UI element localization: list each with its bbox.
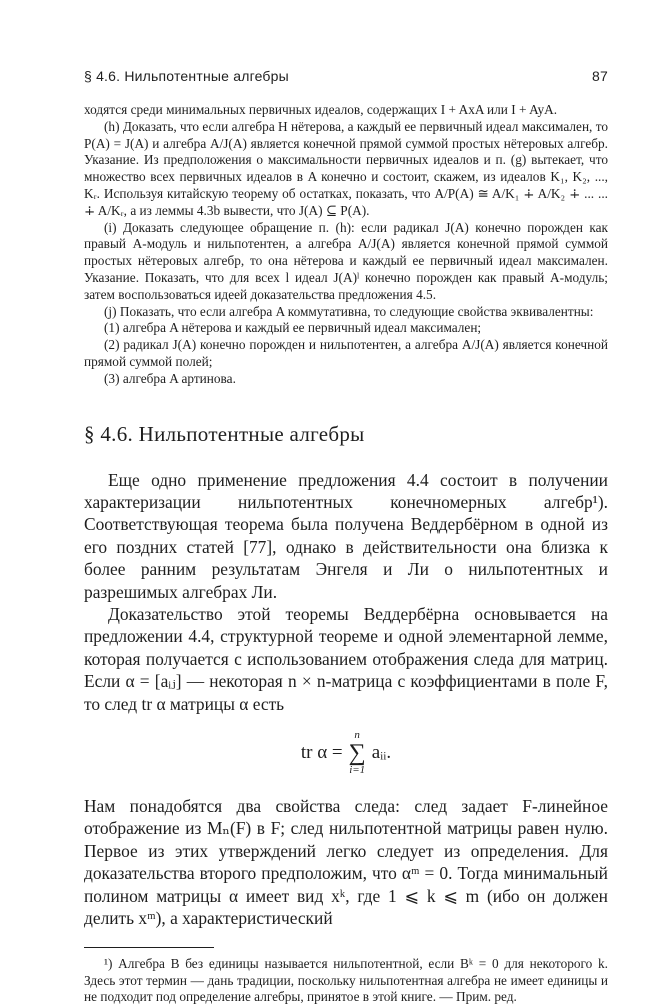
main-text — [84, 469, 608, 930]
sum-operator — [349, 730, 366, 776]
section-title: § 4.6. Нильпотентные алгебры — [84, 421, 365, 446]
exercise-j-item-1: (1) алгебра A нётерова и каждый ее первичный идеал максимален; — [104, 320, 482, 336]
sum-sign: ∑ — [348, 740, 366, 767]
exercise-continuation: ходятся среди минимальных первичных идеалов, содержащих I + AxA или I + AyA. — [84, 102, 558, 117]
formula-term: aᵢᵢ. — [371, 741, 392, 763]
footnote-divider — [84, 947, 214, 948]
footnote: ¹) Алгебра B без единицы называется нильпотентной, если Bᵏ = 0 для некоторого k. Здесь этот термин — дань традиции, поскольку нильпотентная алгебра не имеет единицы и не подходит под определение алгебры, принятое в этой книге. — Прим. ред. — [84, 956, 608, 1005]
sum-lower-limit: i=1 — [349, 764, 366, 777]
formula-lhs: tr α = — [300, 741, 343, 763]
exercises-block — [84, 102, 608, 388]
exercise-h: (h) Доказать, что если алгебра H нётерова, а каждый ее первичный идеал максимален, то P(A) = J(A) и алгебра A/J(A) является конечной прямой суммой простых нётеровых алгебр. Указание. Из предположения о максимальности первичных идеалов и п. (g) вытекает, что множество всех первичных идеалов в A конечно и состоит, скажем, из идеалов K₁, K₂, ..., Kᵣ. Используя китайскую теорему об остатках, показать, что A/P(A) ≅ A/K₁ ∔ A/K₂ ∔ ... ... ∔ A/Kᵣ, а из леммы 4.3b вывести, что J(A) ⊆ P(A). — [84, 118, 608, 218]
running-title: § 4.6. Нильпотентные алгебры — [84, 68, 289, 84]
running-header — [84, 68, 608, 96]
paragraph-intro: Еще одно применение предложения 4.4 состоит в получении характеризации нильпотентных конечномерных алгебр¹). Соответствующая теорема была получена Веддербёрном в одной из его поздних статей [77], однако в действительности она близка к более ранним результатам Энгеля и Ли о нильпотентных и разрешимых алгебрах Ли. — [84, 469, 608, 602]
paragraph-trace-properties: Нам понадобятся два свойства следа: след задает F-линейное отображение из Mₙ(F) в F; след нильпотентной матрицы равен нулю. Первое из этих утверждений легко следует из определения. Для доказательства второго предположим, что αᵐ = 0. Тогда минимальный полином матрицы α имеет вид xᵏ, где 1 ⩽ k ⩽ m (ибо он должен делить xᵐ), а характеристический — [84, 796, 608, 929]
exercise-i: (i) Доказать следующее обращение п. (h): если радикал J(A) конечно порожден как правый A-модуль и нильпотентен, а алгебра A/J(A) является конечной прямой суммой простых нётеровых алгебр, то она нётерова и каждый ее первичный идеал максимален. Указание. Показать, что для всех l идеал J(A)ˡ конечно порожден как правый A-модуль; затем воспользоваться идеей доказательства предложения 4.5. — [84, 219, 608, 302]
sum-upper-limit: n — [354, 729, 360, 742]
exercise-j: (j) Показать, что если алгебра A коммутативна, то следующие свойства эквивалентны: — [104, 303, 594, 319]
exercise-j-item-2: (2) радикал J(A) конечно порожден и нильпотентен, а алгебра A/J(A) является конечной прямой суммой полей; — [84, 337, 608, 369]
page-number: 87 — [592, 68, 608, 84]
paragraph-proof: Доказательство этой теоремы Веддербёрна основывается на предложении 4.4, структурной теореме и одной элементарной лемме, которая получается с использованием отображения следа для матриц. Если α = [aᵢⱼ] — некоторая n × n-матрица с коэффициентами в поле F, то след tr α матрицы α есть — [84, 603, 608, 714]
exercise-j-item-3: (3) алгебра A артинова. — [104, 370, 236, 386]
trace-formula — [84, 723, 608, 783]
